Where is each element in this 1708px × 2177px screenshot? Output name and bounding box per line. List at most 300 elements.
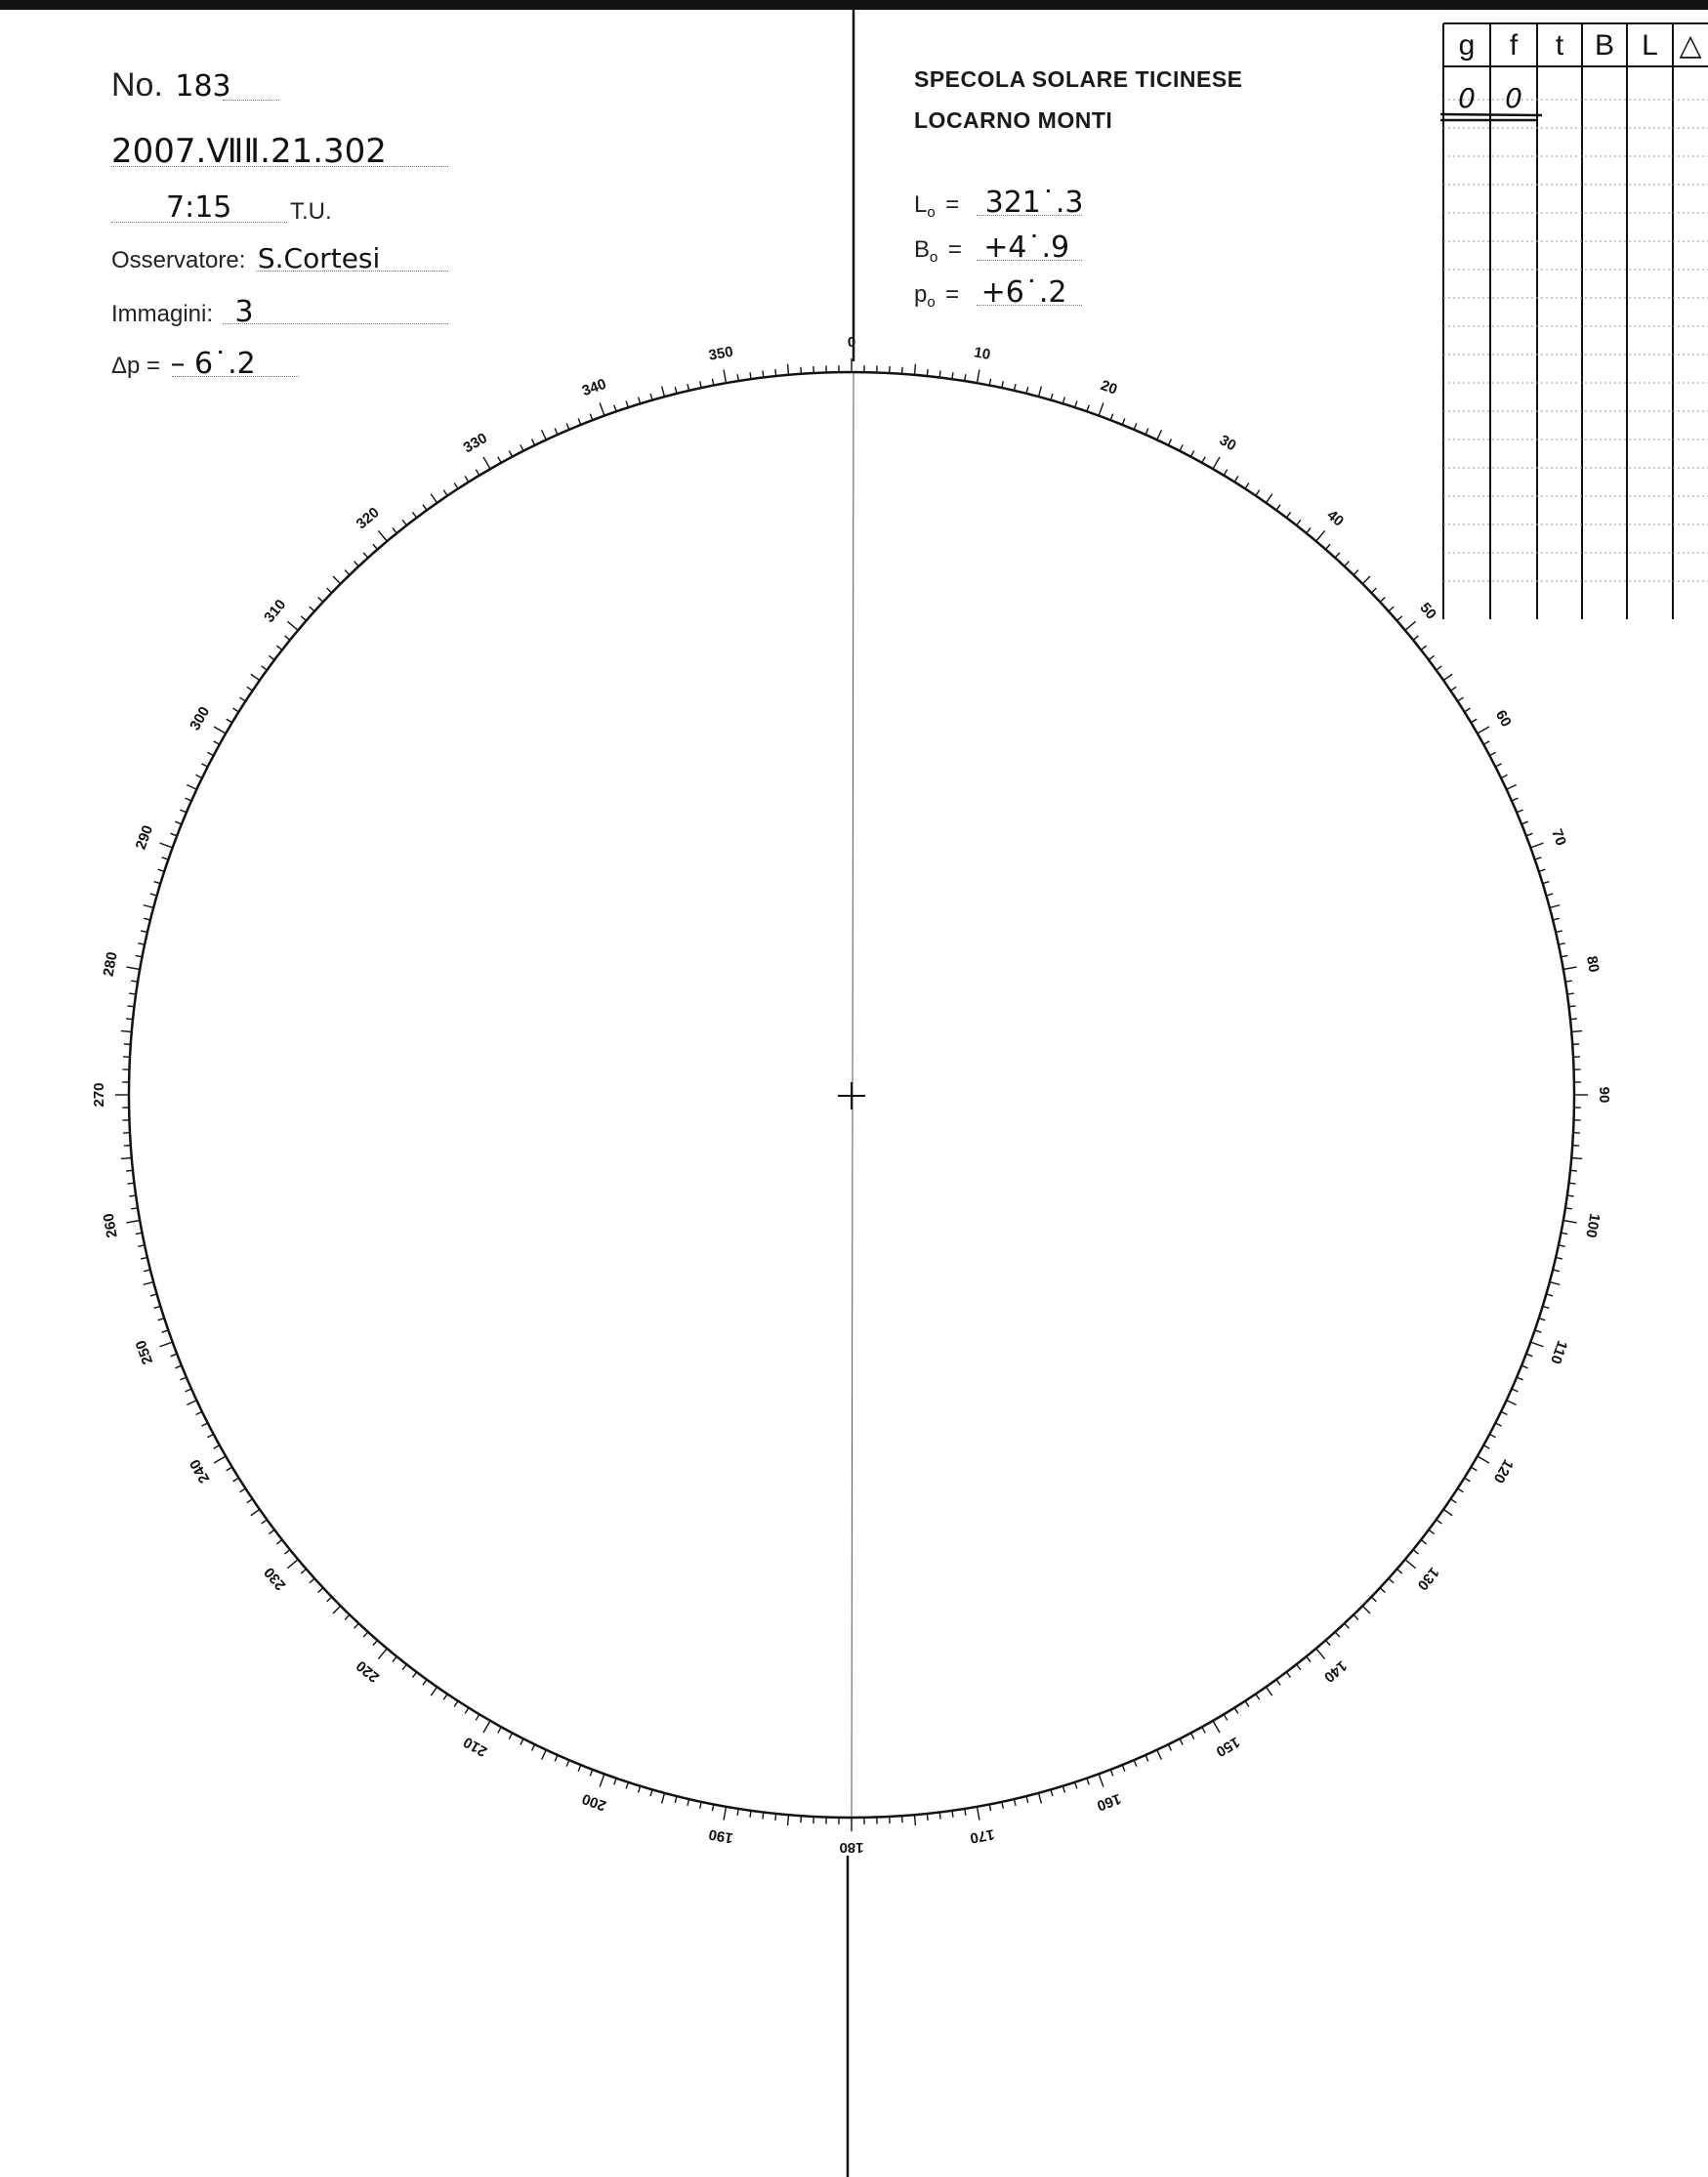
- B0-sub: o: [930, 249, 938, 266]
- degree-tick: [1026, 1796, 1028, 1803]
- degree-label: 50: [1416, 599, 1440, 623]
- degree-tick: [412, 1672, 416, 1678]
- p0-sub: o: [927, 294, 936, 311]
- images-value: 3: [234, 295, 254, 329]
- degree-tick: [1157, 430, 1162, 440]
- degree-label: 110: [1546, 1338, 1571, 1366]
- degree-tick: [171, 833, 178, 836]
- degree-tick: [214, 1456, 226, 1463]
- observatory-name: SPECOLA SOLARE TICINESE: [914, 66, 1243, 92]
- degree-tick: [141, 1257, 147, 1259]
- degree-tick: [1495, 1423, 1501, 1426]
- degree-tick: [1567, 993, 1574, 994]
- degree-label: 240: [187, 1456, 214, 1486]
- degree-tick: [158, 869, 165, 871]
- degree-tick: [1543, 882, 1550, 884]
- degree-tick: [509, 1733, 512, 1738]
- degree-tick: [1483, 741, 1489, 744]
- degree-tick: [129, 1195, 136, 1196]
- degree-tick: [150, 1294, 157, 1296]
- degree-tick: [284, 1550, 289, 1554]
- degree-tick: [196, 1411, 202, 1414]
- degree-tick: [1297, 1664, 1301, 1670]
- degree-tick: [126, 1220, 140, 1222]
- degree-tick: [159, 843, 172, 848]
- degree-label: 220: [353, 1656, 383, 1686]
- degree-tick: [1405, 621, 1416, 630]
- degree-tick: [175, 1365, 181, 1368]
- number-label: No.: [111, 66, 163, 104]
- degree-label: 280: [100, 950, 121, 979]
- degree-tick: [1256, 490, 1260, 496]
- degree-tick: [1413, 636, 1418, 640]
- row-underline: [1440, 114, 1542, 115]
- degree-tick: [1297, 520, 1301, 525]
- degree-tick: [952, 372, 953, 379]
- date-value: 2007.ⅦⅡ.21.302: [111, 132, 387, 171]
- degree-tick: [687, 384, 689, 391]
- data-table: [1440, 21, 1708, 622]
- degree-tick: [1571, 1157, 1582, 1158]
- degree-label: 270: [90, 1082, 107, 1108]
- degree-tick: [1345, 562, 1350, 566]
- degree-tick: [1568, 1006, 1575, 1007]
- degree-tick: [363, 553, 368, 558]
- degree-tick: [1014, 1799, 1016, 1806]
- degree-tick: [1354, 570, 1358, 575]
- degree-tick: [724, 369, 726, 383]
- degree-label: 40: [1323, 506, 1348, 530]
- degree-tick: [251, 674, 260, 680]
- degree-tick: [1546, 894, 1553, 896]
- degree-tick: [269, 655, 274, 659]
- degree-tick: [138, 1245, 145, 1246]
- time-value: 7:15: [166, 190, 232, 225]
- degree-tick: [144, 905, 154, 908]
- degree-tick: [775, 1814, 776, 1821]
- degree-tick: [158, 1319, 165, 1320]
- degree-tick: [327, 588, 332, 593]
- degree-tick: [914, 364, 915, 375]
- degree-tick: [1489, 1434, 1495, 1437]
- degree-tick: [233, 1478, 239, 1482]
- degree-tick: [1553, 1270, 1560, 1272]
- degree-tick: [171, 1354, 178, 1357]
- degree-tick: [687, 1799, 689, 1806]
- degree-label: 100: [1582, 1211, 1604, 1239]
- degree-label: 0: [847, 333, 856, 351]
- degree-tick: [1559, 943, 1565, 944]
- number-value: 183: [175, 69, 231, 104]
- degree-tick: [180, 810, 186, 813]
- degree-tick: [532, 1744, 535, 1750]
- degree-tick: [393, 1656, 396, 1661]
- table-header-cell: g: [1458, 29, 1476, 62]
- L0-sub: o: [927, 204, 936, 221]
- degree-tick: [1563, 967, 1577, 969]
- degree-tick: [614, 1779, 616, 1785]
- degree-tick: [1276, 505, 1280, 511]
- degree-tick: [126, 1019, 133, 1020]
- degree-tick: [532, 440, 535, 445]
- degree-tick: [301, 1569, 306, 1573]
- p0-value: +6˙.2: [980, 275, 1067, 310]
- degree-tick: [1563, 1220, 1577, 1222]
- degree-tick: [927, 369, 928, 376]
- degree-tick: [373, 1640, 378, 1645]
- degree-tick: [1543, 1306, 1550, 1308]
- degree-tick: [1146, 429, 1148, 435]
- degree-tick: [1535, 1330, 1542, 1332]
- degree-tick: [1039, 387, 1042, 398]
- degree-tick: [1507, 1401, 1517, 1405]
- degree-tick: [126, 1170, 133, 1171]
- degree-tick: [1002, 381, 1003, 388]
- degree-tick: [378, 1649, 387, 1659]
- degree-tick: [1202, 1727, 1205, 1733]
- degree-tick: [700, 1802, 701, 1809]
- p0-letter: p: [914, 281, 928, 308]
- degree-tick: [1517, 1377, 1522, 1380]
- degree-tick: [1437, 1520, 1442, 1524]
- degree-label: 180: [839, 1839, 864, 1857]
- degree-tick: [310, 1578, 314, 1583]
- degree-tick: [639, 398, 641, 404]
- degree-label: 350: [707, 343, 735, 364]
- degree-tick: [121, 1157, 132, 1158]
- degree-tick: [412, 512, 416, 518]
- degree-tick: [1002, 1802, 1003, 1809]
- degree-tick: [1521, 1365, 1527, 1368]
- degree-tick: [639, 1786, 641, 1793]
- degree-tick: [724, 1807, 726, 1821]
- degree-tick: [1380, 598, 1385, 603]
- degree-tick: [476, 470, 479, 476]
- B0-letter: B: [914, 236, 931, 263]
- degree-tick: [1266, 494, 1271, 503]
- degree-tick: [1325, 544, 1330, 549]
- degree-tick: [1168, 440, 1171, 445]
- degree-tick: [287, 621, 298, 630]
- table-cell: 0: [1458, 82, 1476, 114]
- degree-tick: [1389, 607, 1394, 611]
- degree-label: 300: [187, 703, 214, 733]
- degree-tick: [1051, 1789, 1053, 1796]
- degree-tick: [1245, 483, 1249, 489]
- degree-tick: [1429, 1529, 1435, 1533]
- degree-label: 30: [1216, 432, 1239, 455]
- degree-tick: [1421, 1540, 1427, 1544]
- degree-tick: [1335, 1632, 1340, 1637]
- degree-tick: [555, 429, 558, 435]
- degree-tick: [939, 371, 940, 378]
- degree-tick: [144, 1282, 154, 1285]
- observer-label: Osservatore:: [111, 247, 246, 273]
- degree-tick: [1286, 512, 1290, 518]
- degree-tick: [276, 646, 282, 649]
- degree-tick: [1535, 858, 1542, 859]
- degree-tick: [126, 967, 140, 969]
- degree-tick: [1501, 775, 1507, 778]
- degree-tick: [431, 1687, 437, 1696]
- degree-tick: [465, 1708, 469, 1714]
- degree-tick: [1110, 414, 1113, 421]
- degree-tick: [1307, 527, 1311, 532]
- degree-tick: [214, 741, 220, 744]
- degree-tick: [1478, 727, 1489, 733]
- degree-tick: [1224, 1714, 1228, 1720]
- degree-tick: [1266, 1687, 1271, 1696]
- degree-tick: [345, 1614, 350, 1619]
- degree-label: 20: [1098, 377, 1120, 398]
- degree-tick: [207, 752, 213, 755]
- degree-tick: [1168, 1744, 1171, 1750]
- degree-tick: [1526, 833, 1533, 836]
- degree-tick: [150, 894, 157, 896]
- degree-tick: [1450, 687, 1456, 691]
- degree-tick: [186, 798, 191, 801]
- degree-tick: [443, 1694, 447, 1699]
- degree-tick: [542, 430, 547, 440]
- degree-tick: [521, 444, 523, 450]
- degree-tick: [276, 1540, 282, 1544]
- degree-tick: [1570, 1019, 1577, 1020]
- p0-equals: =: [945, 281, 960, 308]
- degree-tick: [650, 1789, 652, 1796]
- degree-tick: [675, 1796, 677, 1803]
- degree-tick: [1568, 1183, 1575, 1184]
- degree-label: 260: [100, 1211, 121, 1239]
- degree-tick: [144, 1270, 150, 1272]
- degree-tick: [233, 708, 239, 712]
- degree-tick: [1556, 931, 1562, 933]
- degree-tick: [750, 1811, 751, 1818]
- degree-tick: [154, 882, 161, 884]
- degree-tick: [977, 369, 979, 383]
- degree-tick: [1413, 1550, 1418, 1554]
- degree-tick: [423, 1680, 427, 1686]
- degree-tick: [121, 1031, 132, 1032]
- degree-tick: [262, 666, 268, 670]
- degree-tick: [1530, 1342, 1543, 1347]
- degree-tick: [1190, 450, 1193, 456]
- degree-label: 170: [968, 1825, 996, 1847]
- degree-tick: [1307, 1656, 1311, 1661]
- degree-tick: [662, 1793, 665, 1804]
- degree-tick: [1567, 1195, 1574, 1196]
- degree-tick: [227, 1467, 232, 1471]
- degree-tick: [1396, 616, 1401, 621]
- degree-tick: [1443, 1509, 1452, 1515]
- degree-tick: [128, 1006, 135, 1007]
- degree-tick: [247, 1499, 253, 1503]
- degree-tick: [521, 1738, 523, 1744]
- degree-tick: [566, 423, 569, 429]
- degree-tick: [1075, 401, 1077, 408]
- degree-tick: [310, 607, 314, 611]
- degree-tick: [1062, 398, 1064, 404]
- degree-tick: [327, 1597, 332, 1602]
- degree-label: 140: [1320, 1656, 1351, 1686]
- degree-tick: [318, 1588, 323, 1593]
- degree-tick: [378, 530, 387, 541]
- degree-tick: [201, 1423, 207, 1426]
- dp-value: – 6˙.2: [170, 347, 256, 381]
- degree-tick: [1371, 1597, 1376, 1602]
- degree-tick: [443, 490, 447, 496]
- degree-label: 90: [1596, 1086, 1613, 1104]
- degree-tick: [1559, 1245, 1565, 1246]
- degree-tick: [1389, 1578, 1394, 1583]
- degree-tick: [1501, 1411, 1507, 1414]
- degree-tick: [1146, 1755, 1148, 1761]
- degree-tick: [1570, 1170, 1577, 1171]
- degree-tick: [1521, 821, 1527, 824]
- degree-tick: [128, 1183, 135, 1184]
- degree-tick: [1429, 655, 1435, 659]
- degree-tick: [144, 918, 150, 920]
- degree-tick: [1450, 1499, 1456, 1503]
- degree-tick: [1421, 646, 1427, 649]
- degree-tick: [675, 387, 677, 394]
- degree-tick: [465, 477, 469, 482]
- degree-label: 320: [353, 504, 383, 533]
- table-header-cell: f: [1509, 29, 1519, 62]
- degree-tick: [141, 931, 147, 933]
- degree-tick: [240, 1488, 246, 1492]
- degree-tick: [1495, 764, 1501, 767]
- degree-tick: [1134, 1760, 1137, 1766]
- degree-tick: [1371, 588, 1376, 593]
- degree-label: 340: [579, 375, 609, 400]
- degree-tick: [1539, 1319, 1546, 1320]
- degree-tick: [1213, 457, 1220, 469]
- degree-tick: [1234, 1708, 1238, 1714]
- degree-tick: [775, 369, 776, 376]
- degree-tick: [1276, 1680, 1280, 1686]
- degree-tick: [287, 1560, 298, 1569]
- degree-tick: [162, 1330, 169, 1332]
- degree-tick: [1458, 697, 1464, 701]
- degree-label: 60: [1491, 707, 1515, 731]
- degree-tick: [363, 1632, 368, 1637]
- degree-tick: [614, 405, 616, 412]
- degree-tick: [301, 616, 306, 621]
- B0-value: +4˙.9: [983, 230, 1070, 265]
- table-header-cell: B: [1594, 29, 1615, 62]
- observatory-location: LOCARNO MONTI: [914, 107, 1113, 133]
- table-header: [1459, 29, 1702, 62]
- degree-tick: [227, 719, 232, 723]
- degree-tick: [1362, 1606, 1370, 1613]
- degree-tick: [1443, 674, 1452, 680]
- degree-tick: [927, 1814, 928, 1821]
- degree-tick: [1396, 1569, 1401, 1573]
- degree-tick: [162, 858, 169, 859]
- degree-tick: [650, 394, 652, 400]
- degree-tick: [1286, 1672, 1290, 1678]
- degree-tick: [555, 1755, 558, 1761]
- degree-tick: [1362, 576, 1370, 584]
- table-cell: 0: [1505, 82, 1522, 114]
- degree-tick: [180, 1377, 186, 1380]
- degree-tick: [626, 401, 628, 408]
- degree-label: 120: [1489, 1456, 1517, 1486]
- degree-label: 230: [261, 1564, 290, 1594]
- degree-tick: [542, 1750, 547, 1760]
- observer-value: S.Cortesi: [257, 242, 381, 274]
- table-header-cell: t: [1555, 29, 1564, 62]
- degree-tick: [1483, 1445, 1489, 1448]
- degree-tick: [454, 1701, 458, 1707]
- degree-tick: [509, 450, 512, 456]
- degree-label: 70: [1548, 826, 1569, 849]
- degree-label: 210: [460, 1733, 490, 1760]
- degree-tick: [1546, 1294, 1553, 1296]
- degree-tick: [1122, 418, 1125, 424]
- degree-tick: [196, 775, 202, 778]
- degree-label: 190: [707, 1825, 735, 1847]
- degree-label: 200: [579, 1789, 609, 1815]
- degree-label: 330: [460, 430, 490, 457]
- images-label: Immagini:: [111, 301, 214, 327]
- degree-tick: [1345, 1623, 1350, 1628]
- degree-tick: [483, 457, 490, 469]
- degree-tick: [1471, 1467, 1477, 1471]
- B0-equals: =: [947, 236, 962, 263]
- degree-tick: [1512, 798, 1518, 801]
- degree-tick: [251, 1509, 260, 1515]
- degree-tick: [262, 1520, 268, 1524]
- degree-tick: [373, 544, 378, 549]
- table-header-cell: L: [1642, 29, 1658, 62]
- degree-tick: [1550, 905, 1561, 908]
- degree-label: 310: [261, 596, 290, 626]
- degree-tick: [1512, 1389, 1518, 1392]
- degree-tick: [269, 1529, 274, 1533]
- degree-tick: [402, 1664, 406, 1670]
- degree-tick: [1256, 1694, 1260, 1699]
- degree-tick: [1526, 1354, 1533, 1357]
- degree-tick: [284, 636, 289, 640]
- degree-tick: [1026, 387, 1028, 394]
- degree-tick: [1553, 918, 1560, 920]
- degree-tick: [1405, 1560, 1416, 1569]
- degree-tick: [354, 1623, 359, 1628]
- degree-tick: [393, 527, 396, 532]
- degree-tick: [129, 993, 136, 994]
- degree-tick: [207, 1434, 213, 1437]
- degree-tick: [750, 372, 751, 379]
- degree-tick: [1556, 1257, 1562, 1259]
- degree-tick: [662, 387, 665, 398]
- degree-tick: [700, 381, 701, 388]
- degree-tick: [626, 1782, 628, 1789]
- degree-tick: [1539, 869, 1546, 871]
- L0-letter: L: [914, 191, 928, 218]
- degree-tick: [1099, 402, 1104, 415]
- degree-tick: [1530, 843, 1543, 848]
- degree-label: 150: [1213, 1733, 1243, 1760]
- degree-tick: [431, 494, 437, 503]
- degree-tick: [977, 1807, 979, 1821]
- degree-tick: [1465, 1478, 1471, 1482]
- degree-tick: [1550, 1282, 1561, 1285]
- degree-tick: [476, 1714, 479, 1720]
- degree-tick: [1507, 785, 1517, 790]
- degree-tick: [333, 1606, 341, 1613]
- degree-tick: [1517, 810, 1522, 813]
